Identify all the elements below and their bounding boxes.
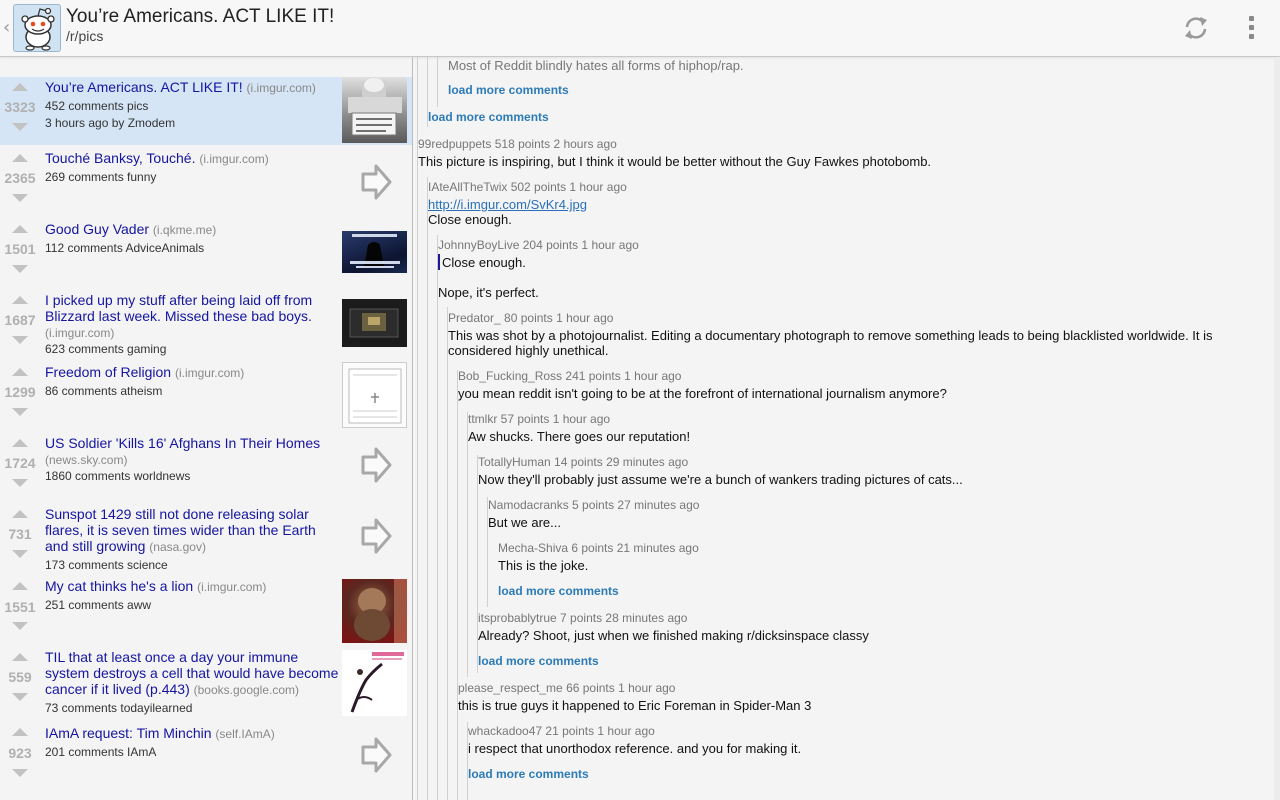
post-meta: 623 comments gaming xyxy=(45,342,167,356)
post-domain: (self.IAmA) xyxy=(215,727,275,741)
downvote-icon[interactable] xyxy=(12,123,28,131)
post-item[interactable] xyxy=(0,148,412,216)
post-thumbnail[interactable] xyxy=(342,231,407,273)
comment-body: This was shot by a photojournalist. Editing a documentary photograph to remove something leads to being blacklisted worldwide. It is xyxy=(448,328,1213,343)
subreddit-label: /r/pics xyxy=(66,28,104,44)
downvote-icon[interactable] xyxy=(12,408,28,416)
post-title[interactable]: I picked up my stuff after being laid off from Blizzard last week. Missed these bad boys. (i.imgur.com) xyxy=(45,292,313,340)
downvote-icon[interactable] xyxy=(12,479,28,487)
scrollbar[interactable] xyxy=(1274,57,1280,800)
post-domain: (i.imgur.com) xyxy=(174,366,245,380)
post-score: 731 xyxy=(8,526,32,542)
comment-body: i respect that unorthodox reference. and you for making it. xyxy=(468,741,802,756)
post-thumbnail[interactable] xyxy=(342,650,407,716)
downvote-icon[interactable] xyxy=(12,194,28,202)
quote-bar xyxy=(438,254,440,270)
downvote-icon[interactable] xyxy=(12,550,28,558)
load-more-comments-button[interactable]: load more comments xyxy=(468,767,589,781)
post-item[interactable] xyxy=(0,290,412,360)
post-domain: (i.qkme.me) xyxy=(152,223,217,237)
upvote-icon[interactable] xyxy=(12,510,28,518)
link-arrow-icon[interactable] xyxy=(360,737,392,773)
comment-header[interactable]: 99redpuppets 518 points 2 hours ago xyxy=(418,137,617,151)
comment-body: Most of Reddit blindly hates all forms of hiphop/rap. xyxy=(448,58,744,73)
post-meta: 1860 comments worldnews xyxy=(45,469,191,483)
comment-header[interactable]: JohnnyBoyLive 204 points 1 hour ago xyxy=(438,238,639,252)
comment-body: This picture is inspiring, but I think it would be better without the Guy Fawkes photobomb. xyxy=(418,154,932,169)
comment-header[interactable]: ttmlkr 57 points 1 hour ago xyxy=(468,412,611,426)
post-item[interactable] xyxy=(0,362,412,430)
post-domain: (i.imgur.com) xyxy=(246,81,316,95)
overflow-menu-icon[interactable] xyxy=(1240,14,1264,42)
comment-body: But we are... xyxy=(488,515,561,530)
load-more-comments-button[interactable]: load more comments xyxy=(428,110,549,124)
downvote-icon[interactable] xyxy=(12,769,28,777)
post-item[interactable] xyxy=(0,504,412,574)
comment-body: you mean reddit isn't going to be at the forefront of international journalism anymore? xyxy=(458,386,947,401)
comment-body: this is true guys it happened to Eric Foreman in Spider-Man 3 xyxy=(458,698,812,713)
post-title[interactable]: You’re Americans. ACT LIKE IT! (i.imgur.com) xyxy=(45,79,316,95)
load-more-comments-button[interactable]: load more comments xyxy=(478,654,599,668)
post-score: 1724 xyxy=(4,455,36,471)
thread-line xyxy=(437,57,438,107)
post-meta: 452 comments pics xyxy=(45,99,149,113)
upvote-icon[interactable] xyxy=(12,154,28,162)
post-domain: (nasa.gov) xyxy=(149,540,206,554)
upvote-icon[interactable] xyxy=(12,728,28,736)
post-item[interactable] xyxy=(0,647,412,717)
upvote-icon[interactable] xyxy=(12,296,28,304)
action-bar xyxy=(0,0,1280,57)
upvote-icon[interactable] xyxy=(12,439,28,447)
comment-header[interactable]: TotallyHuman 14 points 29 minutes ago xyxy=(478,455,689,469)
post-item[interactable] xyxy=(0,219,412,287)
post-thumbnail[interactable] xyxy=(342,299,407,347)
comment-quote: Close enough. xyxy=(442,255,526,270)
post-title[interactable]: US Soldier 'Kills 16' Afghans In Their Homes (news.sky.com) xyxy=(45,435,321,467)
post-thumbnail[interactable] xyxy=(342,579,407,643)
upvote-icon[interactable] xyxy=(12,83,28,91)
post-score: 2365 xyxy=(4,170,36,186)
post-domain: (news.sky.com) xyxy=(45,453,128,467)
comment-header[interactable]: whackadoo47 21 points 1 hour ago xyxy=(468,724,655,738)
post-title[interactable]: My cat thinks he's a lion (i.imgur.com) xyxy=(45,578,267,594)
post-score: 1687 xyxy=(4,312,36,328)
downvote-icon[interactable] xyxy=(12,336,28,344)
thread-line xyxy=(457,370,458,800)
comment-thread xyxy=(413,57,1274,800)
post-title[interactable]: Sunspot 1429 still not done releasing solar flares, it is seven times wider than the Earth and still growing (nasa.gov) xyxy=(45,506,316,554)
thread-line xyxy=(467,412,468,677)
thread-line xyxy=(427,177,428,800)
reddit-alien-icon[interactable] xyxy=(13,4,61,52)
comment-body: Close enough. xyxy=(428,212,512,227)
post-score: 3323 xyxy=(4,99,36,115)
comment-header[interactable]: Predator_ 80 points 1 hour ago xyxy=(448,311,614,325)
post-item[interactable] xyxy=(0,433,412,501)
load-more-comments-button[interactable]: load more comments xyxy=(448,83,569,97)
post-title[interactable]: Freedom of Religion (i.imgur.com) xyxy=(45,364,245,380)
post-title[interactable]: TIL that at least once a day your immune system destroys a cell that would have become cancer if it lived (p.443) (books.google.com) xyxy=(45,649,339,697)
page-title: You’re Americans. ACT LIKE IT! xyxy=(66,6,335,27)
downvote-icon[interactable] xyxy=(12,265,28,273)
post-meta: 112 comments AdviceAnimals xyxy=(45,241,205,255)
post-thumbnail[interactable] xyxy=(342,77,407,143)
back-caret-icon[interactable]: ‹ xyxy=(3,17,11,38)
comment-body: This is the joke. xyxy=(498,558,589,573)
link-arrow-icon[interactable] xyxy=(360,164,392,200)
upvote-icon[interactable] xyxy=(12,582,28,590)
post-meta: 173 comments science xyxy=(45,558,168,572)
post-meta: 251 comments aww xyxy=(45,598,152,612)
post-title[interactable]: Good Guy Vader (i.qkme.me) xyxy=(45,221,217,237)
post-item[interactable] xyxy=(0,77,412,145)
post-domain: (i.imgur.com) xyxy=(197,580,267,594)
link-arrow-icon[interactable] xyxy=(360,447,392,483)
post-title[interactable]: Touché Banksy, Touché. (i.imgur.com) xyxy=(45,150,269,166)
thread-line xyxy=(437,235,438,800)
comment-header[interactable]: please_respect_me 66 points 1 hour ago xyxy=(458,681,676,695)
comment-body: Aw shucks. There goes our reputation! xyxy=(468,429,691,444)
post-meta: 86 comments atheism xyxy=(45,384,163,398)
post-score: 559 xyxy=(8,669,32,685)
post-meta: 269 comments funny xyxy=(45,170,157,184)
link-arrow-icon[interactable] xyxy=(360,518,392,554)
post-meta: 201 comments IAmA xyxy=(45,745,157,759)
post-title[interactable]: IAmA request: Tim Minchin (self.IAmA) xyxy=(45,725,275,741)
downvote-icon[interactable] xyxy=(12,693,28,701)
comment-header[interactable]: Namodacranks 5 points 27 minutes ago xyxy=(488,498,700,512)
post-domain: (i.imgur.com) xyxy=(199,152,269,166)
comment-link[interactable]: http://i.imgur.com/SvKr4.jpg xyxy=(428,197,587,212)
thread-line xyxy=(487,497,488,607)
post-item[interactable] xyxy=(0,576,412,646)
post-item[interactable] xyxy=(0,718,412,788)
upvote-icon[interactable] xyxy=(12,653,28,661)
post-author-time: 3 hours ago by Zmodem xyxy=(45,116,176,130)
upvote-icon[interactable] xyxy=(12,225,28,233)
comment-body: Now they'll probably just assume we're a bunch of wankers trading pictures of cats... xyxy=(478,472,963,487)
post-domain: (books.google.com) xyxy=(193,683,300,697)
post-thumbnail[interactable] xyxy=(342,362,407,428)
refresh-icon[interactable] xyxy=(1182,14,1210,42)
comment-header[interactable]: Bob_Fucking_Ross 241 points 1 hour ago xyxy=(458,369,682,383)
comment-header[interactable]: itsprobablytrue 7 points 28 minutes ago xyxy=(478,611,688,625)
comment-body: Nope, it's perfect. xyxy=(438,285,539,300)
post-domain: (i.imgur.com) xyxy=(45,326,115,340)
comment-header[interactable]: IAteAllTheTwix 502 points 1 hour ago xyxy=(428,180,627,194)
comment-body: Already? Shoot, just when we finished making r/dicksinspace classy xyxy=(478,628,869,643)
post-score: 1299 xyxy=(4,384,36,400)
downvote-icon[interactable] xyxy=(12,622,28,630)
post-score: 923 xyxy=(8,745,32,761)
comment-header[interactable]: Mecha-Shiva 6 points 21 minutes ago xyxy=(498,541,699,555)
post-score: 1501 xyxy=(4,241,36,257)
thread-line xyxy=(447,307,448,800)
post-meta: 73 comments todayilearned xyxy=(45,701,193,715)
post-score: 1551 xyxy=(4,599,36,615)
comment-body: considered highly unethical. xyxy=(448,343,609,358)
load-more-comments-button[interactable]: load more comments xyxy=(498,584,619,598)
upvote-icon[interactable] xyxy=(12,368,28,376)
post-list xyxy=(0,77,412,800)
